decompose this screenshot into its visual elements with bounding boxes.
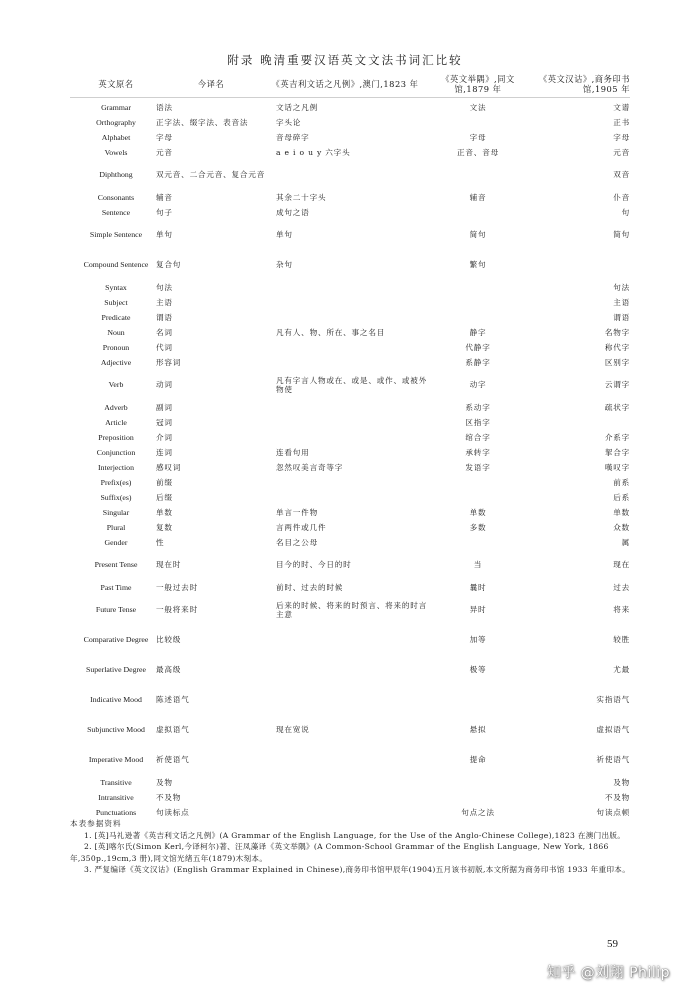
cell-grammar-1823: 音母碎字 bbox=[276, 132, 310, 142]
table-row bbox=[70, 190, 630, 205]
cell-grammar-1905: 双音 bbox=[613, 170, 630, 180]
cell-grammar-1905: 元音 bbox=[613, 147, 630, 157]
cell-grammar-1823: a e i o u y 六字头 bbox=[276, 147, 351, 157]
cell-grammar-1823: 忽然叹美言奇等字 bbox=[276, 462, 344, 472]
cell-modern-translation: 复数 bbox=[156, 522, 173, 532]
cell-english-name: Prefix(es) bbox=[100, 477, 132, 487]
page-title: 附录 晚清重要汉语英文文法书词汇比较 bbox=[227, 53, 463, 67]
cell-grammar-1823: 单句 bbox=[276, 230, 293, 240]
cell-grammar-1823 bbox=[276, 655, 428, 685]
cell-grammar-1905: 属 bbox=[621, 537, 630, 547]
cell-grammar-1823: 言两件或几件 bbox=[276, 522, 327, 532]
cell-modern-translation: 单句 bbox=[156, 230, 173, 240]
table-row bbox=[70, 400, 630, 415]
cell-grammar-1823: 文话之凡例 bbox=[276, 102, 318, 112]
table-row bbox=[70, 745, 630, 775]
cell-grammar-1879 bbox=[430, 475, 526, 490]
cell-modern-translation: 一般过去时 bbox=[156, 582, 198, 592]
cell-grammar-1879 bbox=[430, 775, 526, 790]
cell-english-name: Superlative Degree bbox=[86, 665, 146, 675]
cell-modern-translation: 名词 bbox=[156, 327, 173, 337]
cell-modern-translation: 辅音 bbox=[156, 192, 173, 202]
cell-english-name: Syntax bbox=[105, 282, 127, 292]
table-row bbox=[70, 160, 630, 190]
cell-grammar-1905: 前系 bbox=[613, 477, 630, 487]
cell-grammar-1823: 现在宽说 bbox=[276, 725, 310, 735]
cell-grammar-1879 bbox=[430, 790, 526, 805]
cell-grammar-1823 bbox=[276, 790, 428, 805]
cell-modern-translation: 虚拟语气 bbox=[156, 725, 190, 735]
page-number: 59 bbox=[607, 938, 618, 950]
cell-grammar-1823 bbox=[276, 475, 428, 490]
cell-grammar-1905: 祈使语气 bbox=[596, 755, 630, 765]
table-row bbox=[70, 355, 630, 370]
cell-english-name: Comparative Degree bbox=[83, 635, 149, 645]
table-row bbox=[70, 415, 630, 430]
cell-modern-translation: 后缀 bbox=[156, 492, 173, 502]
cell-grammar-1823 bbox=[276, 430, 428, 445]
cell-grammar-1905: 句 bbox=[621, 207, 630, 217]
cell-english-name: Gender bbox=[104, 537, 128, 547]
cell-grammar-1823: 成句之语 bbox=[276, 207, 310, 217]
table-row bbox=[70, 775, 630, 790]
cell-english-name: Simple Sentence bbox=[89, 230, 143, 240]
table-row bbox=[70, 205, 630, 220]
cell-grammar-1823 bbox=[276, 400, 428, 415]
cell-english-name: Pronoun bbox=[102, 342, 130, 352]
cell-english-name: Alphabet bbox=[101, 132, 131, 142]
table-row bbox=[70, 505, 630, 520]
cell-grammar-1905: 将来 bbox=[613, 605, 630, 615]
cell-grammar-1879: 极等 bbox=[469, 665, 487, 675]
table-row bbox=[70, 115, 630, 130]
cell-grammar-1879: 字母 bbox=[469, 132, 487, 142]
cell-grammar-1879: 代静字 bbox=[465, 342, 491, 352]
cell-grammar-1823: 连看句用 bbox=[276, 447, 310, 457]
cell-grammar-1879: 文法 bbox=[469, 102, 487, 112]
cell-grammar-1879: 辅音 bbox=[469, 192, 487, 202]
cell-grammar-1905: 实指语气 bbox=[596, 695, 630, 705]
cell-modern-translation: 比较级 bbox=[156, 635, 182, 645]
table-row bbox=[70, 280, 630, 295]
cell-grammar-1905: 较胜 bbox=[613, 635, 630, 645]
cell-grammar-1905: 文谱 bbox=[613, 102, 630, 112]
cell-grammar-1823: 其余二十字头 bbox=[276, 192, 327, 202]
cell-grammar-1823: 目今的时、今日的时 bbox=[276, 560, 352, 570]
cell-english-name: Predicate bbox=[101, 312, 131, 322]
cell-modern-translation: 前缀 bbox=[156, 477, 173, 487]
cell-grammar-1905: 虚拟语气 bbox=[596, 725, 630, 735]
cell-modern-translation: 句读标点 bbox=[156, 807, 190, 817]
cell-english-name: Adverb bbox=[104, 402, 128, 412]
cell-modern-translation: 代词 bbox=[156, 342, 173, 352]
cell-english-name: Subject bbox=[104, 297, 128, 307]
table-row bbox=[70, 445, 630, 460]
cell-grammar-1879: 区指字 bbox=[465, 417, 491, 427]
cell-modern-translation: 正字法、缀字法、表音法 bbox=[156, 117, 249, 127]
cell-grammar-1823 bbox=[276, 745, 428, 775]
cell-grammar-1823 bbox=[276, 295, 428, 310]
cell-grammar-1905: 谓语 bbox=[613, 312, 630, 322]
table-row bbox=[70, 520, 630, 535]
table-row bbox=[70, 295, 630, 310]
cell-english-name: Indicative Mood bbox=[90, 695, 142, 705]
cell-grammar-1905: 主语 bbox=[613, 297, 630, 307]
table-row bbox=[70, 550, 630, 580]
cell-modern-translation: 冠词 bbox=[156, 417, 173, 427]
note-item: 2. [英]喀尔氏(Simon Kerl,今译柯尔)著、汪凤藻译《英文举隅》(A Common-School Grammar of the English Language, New York, 1866 年,350p.,19cm,3 册),同文馆光绪五年(1879)木刻本。 bbox=[70, 842, 609, 863]
cell-modern-translation: 连词 bbox=[156, 447, 173, 457]
cell-grammar-1879: 异时 bbox=[469, 605, 487, 615]
cell-grammar-1879: 多数 bbox=[469, 522, 487, 532]
cell-grammar-1905: 句法 bbox=[613, 282, 630, 292]
cell-grammar-1905: 句读点顿 bbox=[596, 807, 630, 817]
cell-grammar-1905: 疏状字 bbox=[604, 402, 630, 412]
cell-grammar-1905: 仆音 bbox=[613, 192, 630, 202]
cell-modern-translation: 陈述语气 bbox=[156, 695, 190, 705]
cell-modern-translation: 祈使语气 bbox=[156, 755, 190, 765]
cell-modern-translation: 不及物 bbox=[156, 792, 182, 802]
cell-grammar-1879 bbox=[430, 280, 526, 295]
cell-english-name: Vowels bbox=[104, 147, 128, 157]
table-row bbox=[70, 790, 630, 805]
cell-grammar-1879 bbox=[430, 115, 526, 130]
table-row bbox=[70, 145, 630, 160]
cell-grammar-1879 bbox=[430, 295, 526, 310]
cell-grammar-1879: 发语字 bbox=[465, 462, 491, 472]
cell-english-name: Future Tense bbox=[95, 605, 137, 615]
cell-grammar-1879 bbox=[430, 490, 526, 505]
cell-modern-translation: 主语 bbox=[156, 297, 173, 307]
cell-grammar-1905: 不及物 bbox=[604, 792, 630, 802]
cell-grammar-1879 bbox=[430, 535, 526, 550]
table-header bbox=[70, 71, 630, 98]
table-row bbox=[70, 535, 630, 550]
cell-grammar-1905: 现在 bbox=[613, 560, 630, 570]
cell-grammar-1879: 当 bbox=[473, 560, 483, 570]
cell-grammar-1823: 杂句 bbox=[276, 260, 293, 270]
cell-grammar-1879: 动字 bbox=[469, 380, 487, 390]
cell-modern-translation: 副词 bbox=[156, 402, 173, 412]
cell-grammar-1823 bbox=[276, 280, 428, 295]
cell-english-name: Orthography bbox=[96, 117, 136, 127]
cell-grammar-1879 bbox=[430, 160, 526, 190]
table-row bbox=[70, 655, 630, 685]
cell-grammar-1905: 字母 bbox=[613, 132, 630, 142]
cell-grammar-1879: 绾合字 bbox=[465, 432, 491, 442]
table-row bbox=[70, 430, 630, 445]
cell-modern-translation: 语法 bbox=[156, 102, 173, 112]
cell-grammar-1823: 单言一件物 bbox=[276, 507, 318, 517]
cell-modern-translation: 动词 bbox=[156, 380, 173, 390]
table-row bbox=[70, 595, 630, 625]
cell-grammar-1879: 句点之法 bbox=[461, 807, 495, 817]
cell-grammar-1905: 云谓字 bbox=[604, 380, 630, 390]
cell-grammar-1905: 单数 bbox=[613, 507, 630, 517]
cell-grammar-1905: 过去 bbox=[613, 582, 630, 592]
cell-grammar-1905 bbox=[538, 415, 630, 430]
cell-grammar-1879: 悬拟 bbox=[469, 725, 487, 735]
cell-grammar-1905: 正书 bbox=[613, 117, 630, 127]
cell-english-name: Punctuations bbox=[95, 807, 137, 817]
cell-modern-translation: 双元音、二合元音、复合元音 bbox=[156, 170, 266, 180]
cell-grammar-1823: 名目之公母 bbox=[276, 537, 318, 547]
header-grammar-1823: 《英吉利文话之凡例》,澳门,1823 年 bbox=[271, 79, 419, 89]
cell-grammar-1823: 凡有字言人物或在、或是、或作、或被外物使 bbox=[276, 375, 428, 394]
cell-grammar-1823 bbox=[276, 625, 428, 655]
cell-english-name: Conjunction bbox=[96, 447, 136, 457]
cell-english-name: Compound Sentence bbox=[83, 260, 149, 270]
cell-modern-translation: 句子 bbox=[156, 207, 173, 217]
cell-english-name: Subjunctive Mood bbox=[87, 725, 145, 735]
cell-grammar-1905: 嘆叹字 bbox=[604, 462, 630, 472]
cell-english-name: Consonants bbox=[97, 192, 135, 202]
cell-modern-translation: 感叹词 bbox=[156, 462, 182, 472]
cell-grammar-1879: 系动字 bbox=[465, 402, 491, 412]
table-row bbox=[70, 475, 630, 490]
cell-modern-translation: 谓语 bbox=[156, 312, 173, 322]
cell-grammar-1879: 繁句 bbox=[469, 260, 487, 270]
cell-grammar-1823 bbox=[276, 685, 428, 715]
cell-english-name: Diphthong bbox=[99, 170, 133, 180]
table-row bbox=[70, 310, 630, 325]
cell-grammar-1823: 后来的时候、将来的时预言、将来的时言主意 bbox=[276, 600, 428, 619]
cell-grammar-1823 bbox=[276, 355, 428, 370]
table-row bbox=[70, 625, 630, 655]
cell-english-name: Article bbox=[105, 417, 127, 427]
cell-grammar-1823 bbox=[276, 340, 428, 355]
cell-english-name: Plural bbox=[106, 522, 126, 532]
cell-grammar-1823: 前时、过去的时候 bbox=[276, 582, 344, 592]
cell-english-name: Transitive bbox=[100, 777, 132, 787]
cell-english-name: Suffix(es) bbox=[100, 492, 132, 502]
cell-english-name: Grammar bbox=[101, 102, 131, 112]
cell-grammar-1905: 挈合字 bbox=[604, 447, 630, 457]
header-grammar-1879: 《英文举隅》,同文馆,1879 年 bbox=[441, 74, 515, 94]
cell-modern-translation: 字母 bbox=[156, 132, 173, 142]
cell-grammar-1879: 静字 bbox=[469, 327, 487, 337]
header-grammar-1905: 《英文汉诂》,商务印书馆,1905 年 bbox=[538, 74, 630, 94]
cell-modern-translation: 一般将来时 bbox=[156, 605, 198, 615]
cell-grammar-1879: 简句 bbox=[469, 230, 487, 240]
cell-modern-translation: 句法 bbox=[156, 282, 173, 292]
cell-english-name: Intransitive bbox=[98, 792, 134, 802]
cell-english-name: Noun bbox=[107, 327, 125, 337]
cell-grammar-1879: 承转字 bbox=[465, 447, 491, 457]
watermark: 知乎 @刘翔 Philip bbox=[546, 965, 670, 981]
note-item: 1. [英]马礼逊著《英吉利文话之凡例》(A Grammar of the English Language, for the Use of the Anglo-Chinese College),1823 在澳门出版。 bbox=[84, 830, 626, 840]
cell-english-name: Sentence bbox=[101, 207, 131, 217]
cell-modern-translation: 最高级 bbox=[156, 665, 182, 675]
header-english-name: 英文原名 bbox=[98, 79, 134, 89]
cell-grammar-1879: 加等 bbox=[469, 635, 487, 645]
cell-grammar-1823 bbox=[276, 310, 428, 325]
cell-grammar-1905: 众数 bbox=[613, 522, 630, 532]
notes-heading: 本表参据资料 bbox=[70, 819, 122, 828]
cell-modern-translation: 元音 bbox=[156, 147, 173, 157]
cell-modern-translation: 复合句 bbox=[156, 260, 182, 270]
cell-grammar-1905: 名物字 bbox=[604, 327, 630, 337]
cell-modern-translation: 现在时 bbox=[156, 560, 182, 570]
cell-grammar-1879: 系静字 bbox=[465, 357, 491, 367]
source-notes bbox=[70, 818, 638, 876]
cell-grammar-1823 bbox=[276, 775, 428, 790]
cell-modern-translation: 单数 bbox=[156, 507, 173, 517]
cell-modern-translation: 性 bbox=[156, 537, 165, 547]
table-row bbox=[70, 370, 630, 400]
cell-modern-translation: 及物 bbox=[156, 777, 173, 787]
cell-grammar-1879: 曩时 bbox=[469, 582, 487, 592]
cell-grammar-1823: 凡有人、物、所在、事之名目 bbox=[276, 327, 386, 337]
cell-english-name: Adjective bbox=[100, 357, 132, 367]
cell-grammar-1905: 尤最 bbox=[613, 665, 630, 675]
table-row bbox=[70, 460, 630, 475]
cell-grammar-1879 bbox=[430, 310, 526, 325]
table-row bbox=[70, 130, 630, 145]
table-row bbox=[70, 250, 630, 280]
cell-grammar-1823 bbox=[276, 415, 428, 430]
cell-english-name: Present Tense bbox=[94, 560, 138, 570]
cell-grammar-1879 bbox=[430, 685, 526, 715]
table-row bbox=[70, 340, 630, 355]
table-row bbox=[70, 490, 630, 505]
cell-grammar-1905: 介系字 bbox=[604, 432, 630, 442]
table-row bbox=[70, 715, 630, 745]
table-row bbox=[70, 325, 630, 340]
cell-grammar-1823: 字头论 bbox=[276, 117, 302, 127]
cell-grammar-1905: 区别字 bbox=[604, 357, 630, 367]
cell-modern-translation: 形容词 bbox=[156, 357, 182, 367]
cell-grammar-1905: 简句 bbox=[613, 230, 630, 240]
cell-english-name: Imperative Mood bbox=[88, 755, 144, 765]
table-row bbox=[70, 100, 630, 115]
cell-english-name: Interjection bbox=[98, 462, 134, 472]
cell-english-name: Preposition bbox=[98, 432, 134, 442]
table-row bbox=[70, 580, 630, 595]
note-item: 3. 严复编译《英文汉诂》(English Grammar Explained in Chinese),商务印书馆甲辰年(1904)五月该书初版,本文所据为商务印书馆 1933 年重印本。 bbox=[84, 865, 631, 874]
cell-grammar-1905: 后系 bbox=[613, 492, 630, 502]
cell-grammar-1823 bbox=[276, 160, 428, 190]
table-row bbox=[70, 220, 630, 250]
cell-grammar-1905: 及物 bbox=[613, 777, 630, 787]
cell-grammar-1879: 单数 bbox=[469, 507, 487, 517]
cell-grammar-1879 bbox=[430, 205, 526, 220]
header-modern-translation: 今译名 bbox=[197, 79, 225, 89]
cell-grammar-1905: 称代字 bbox=[604, 342, 630, 352]
cell-english-name: Singular bbox=[102, 507, 130, 517]
cell-modern-translation: 介词 bbox=[156, 432, 173, 442]
cell-grammar-1879: 提命 bbox=[469, 755, 487, 765]
cell-english-name: Past Time bbox=[100, 582, 132, 592]
cell-grammar-1905 bbox=[538, 250, 630, 280]
cell-grammar-1823 bbox=[276, 490, 428, 505]
table-row bbox=[70, 685, 630, 715]
cell-english-name: Verb bbox=[108, 380, 124, 390]
cell-grammar-1879: 正音、音母 bbox=[457, 147, 499, 157]
